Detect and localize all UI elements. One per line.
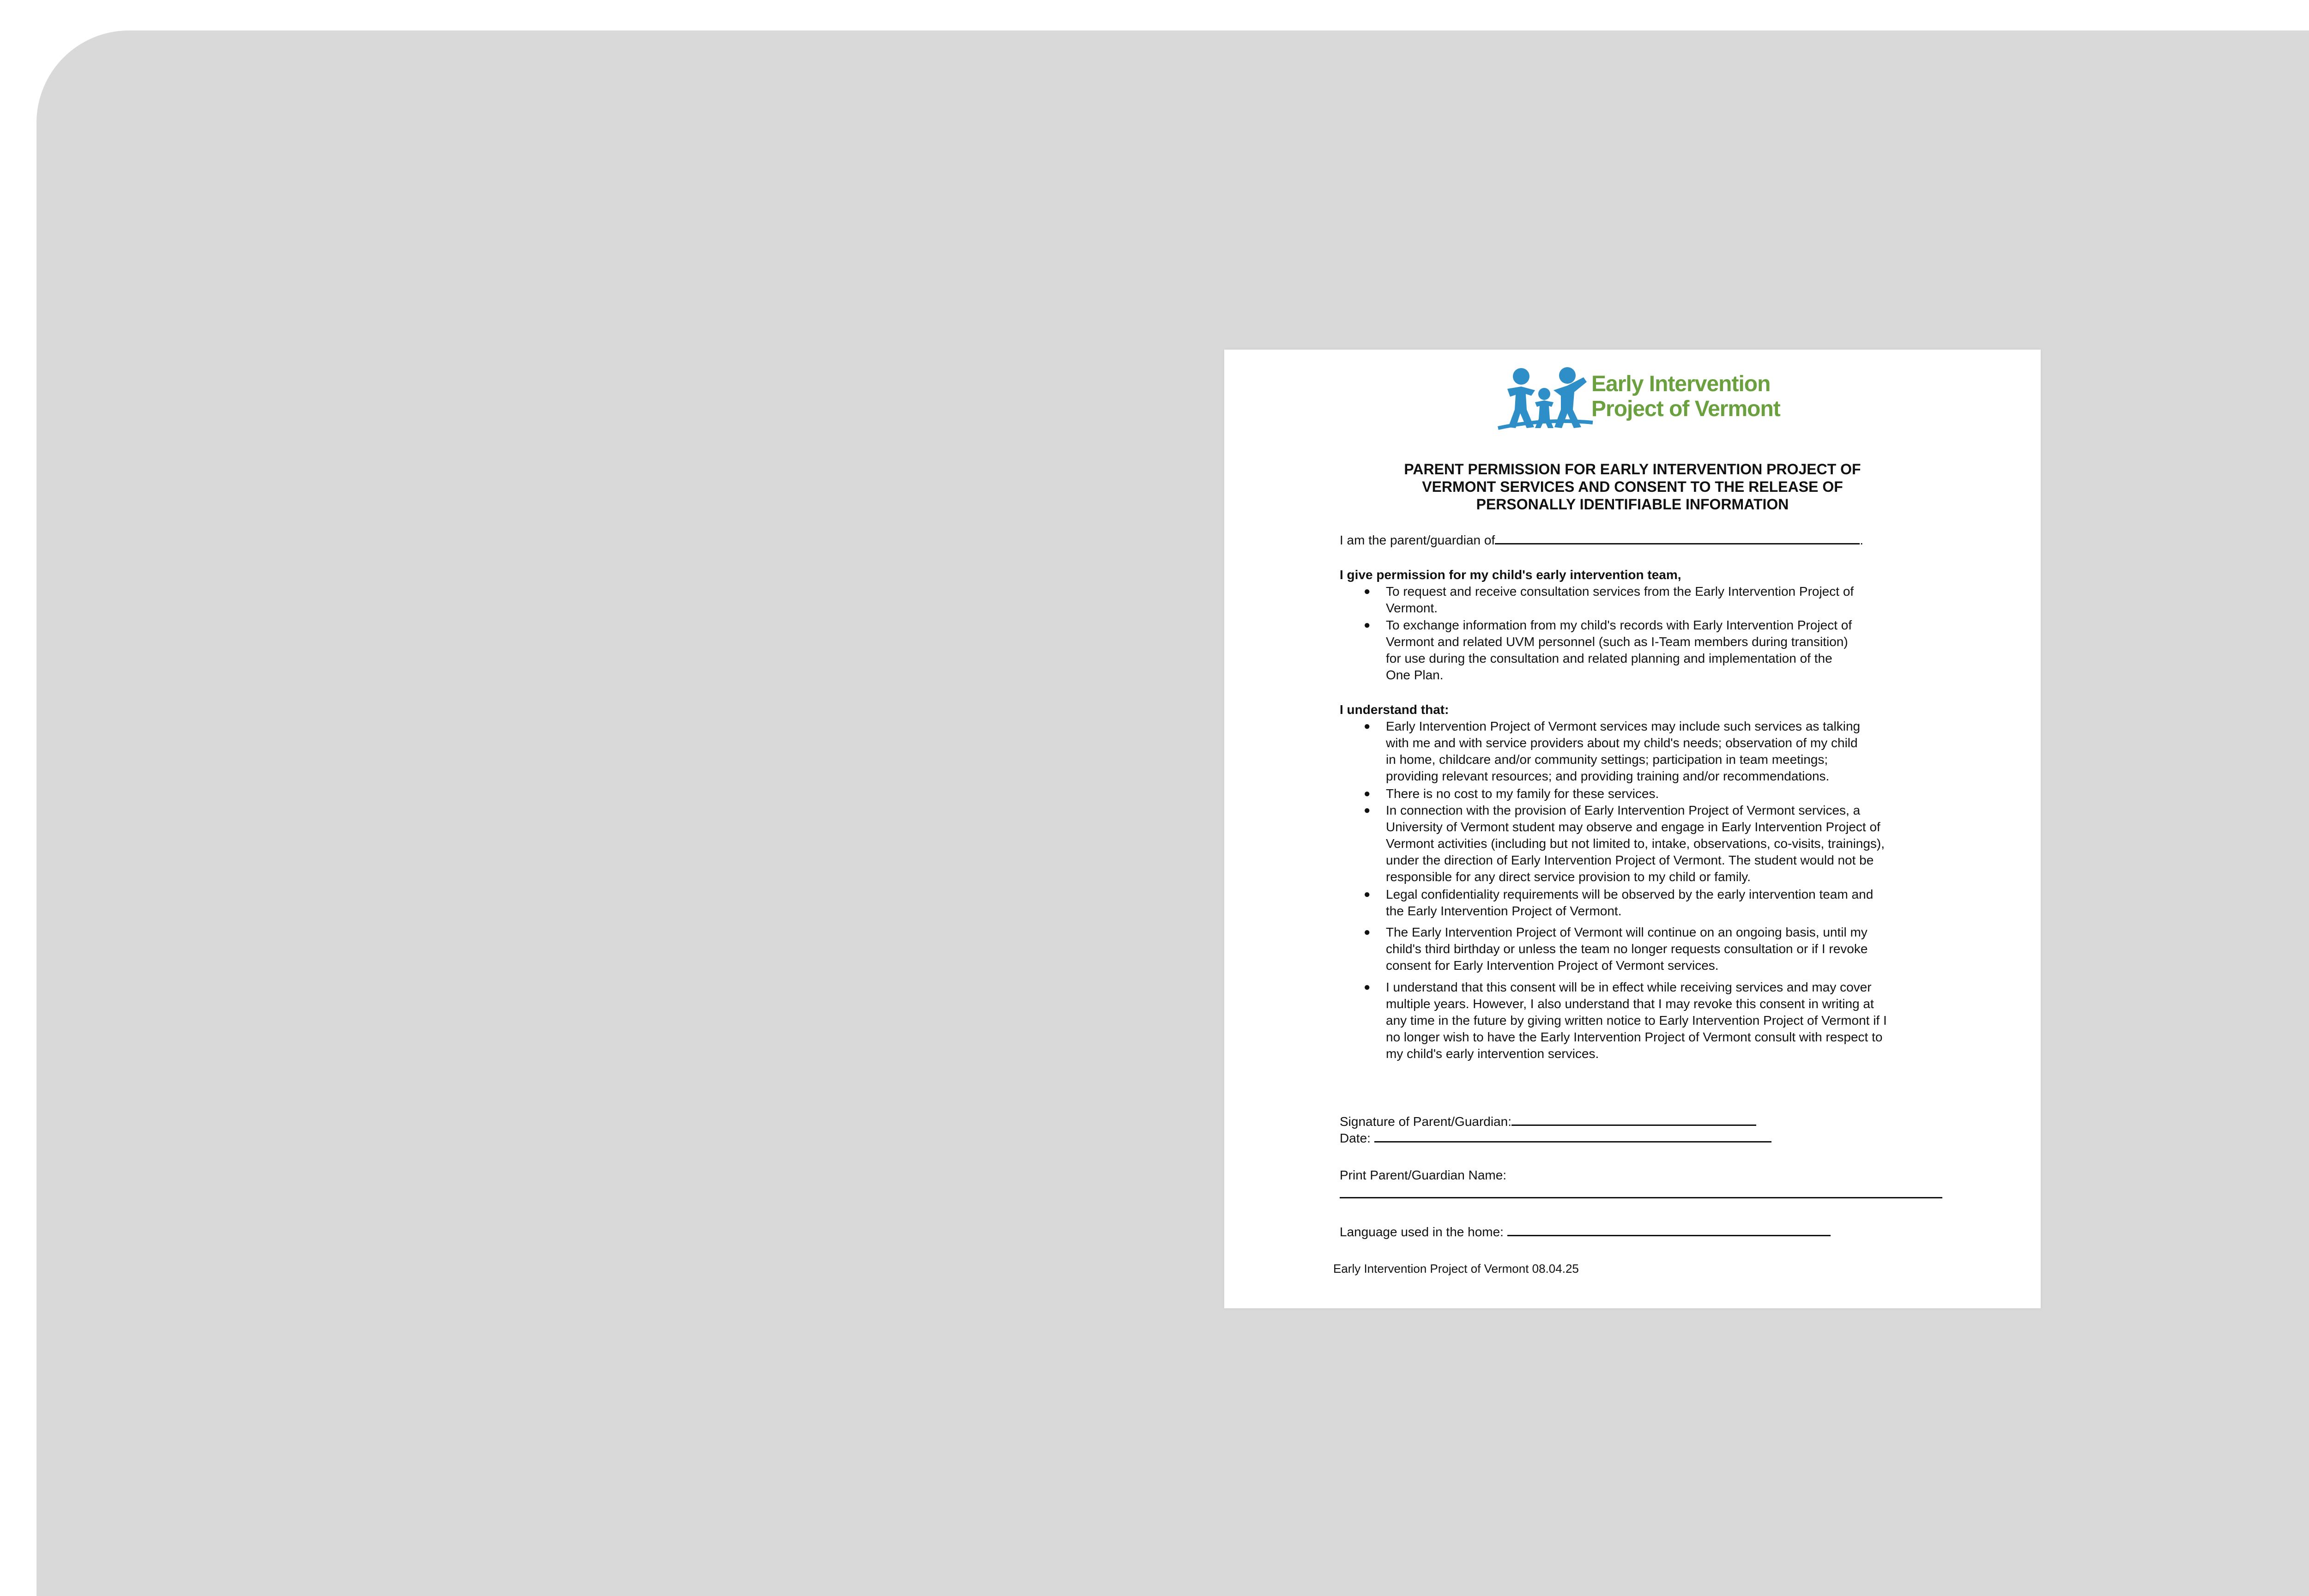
logo xyxy=(1493,363,1789,433)
bullet-line: University of Vermont student may observe and engage in Early Intervention Project of xyxy=(1386,820,1880,834)
parent-of-line xyxy=(1340,532,1863,549)
bullet-line: In connection with the provision of Early Intervention Project of Vermont services, a xyxy=(1386,803,1861,817)
bullet-line: Vermont and related UVM personnel (such as I-Team members during transition) xyxy=(1386,635,1848,649)
language-blank[interactable] xyxy=(1507,1235,1831,1236)
bullet-line: There is no cost to my family for these services. xyxy=(1386,786,1659,801)
bullet-line: providing relevant resources; and providing training and/or recommendations. xyxy=(1386,769,1830,783)
signature-blank[interactable] xyxy=(1511,1124,1756,1126)
signature-line xyxy=(1340,1113,1756,1130)
bullet-line: I understand that this consent will be in effect while receiving services and may cover xyxy=(1386,980,1872,994)
bullet-line: To request and receive consultation services from the Early Intervention Project of xyxy=(1386,584,1854,598)
bullet-line: the Early Intervention Project of Vermont. xyxy=(1386,904,1622,918)
bullet-line: Legal confidentiality requirements will be observed by the early intervention team and xyxy=(1386,887,1874,901)
bullet-line: under the direction of Early Intervention Project of Vermont. The student would not be xyxy=(1386,853,1874,867)
bullet-dot: ● xyxy=(1364,981,1371,993)
date-line xyxy=(1340,1130,1771,1147)
bullet-dot: ● xyxy=(1364,619,1371,631)
bullet-dot: ● xyxy=(1364,926,1371,938)
bullet-line: Vermont. xyxy=(1386,601,1438,615)
bullet-dot: ● xyxy=(1364,585,1371,598)
bullet-dot: ● xyxy=(1364,888,1371,901)
parent-of-label: I am the parent/guardian of xyxy=(1340,533,1495,547)
bullet-line: any time in the future by giving written notice to Early Intervention Project of Vermont if I xyxy=(1386,1013,1887,1028)
child-name-blank[interactable] xyxy=(1495,543,1860,544)
title-line-2: VERMONT SERVICES AND CONSENT TO THE RELEASE OF xyxy=(1422,478,1843,495)
signature-label: Signature of Parent/Guardian: xyxy=(1340,1114,1512,1129)
document-title xyxy=(1224,460,2041,513)
bullet-line: child's third birthday or unless the team no longer requests consultation or if I revoke xyxy=(1386,942,1868,956)
logo-line-1: Early Intervention xyxy=(1591,372,1771,396)
date-label: Date: xyxy=(1340,1131,1371,1145)
bullet-line: for use during the consultation and related planning and implementation of the xyxy=(1386,651,1832,665)
bullet-line: no longer wish to have the Early Intervention Project of Vermont consult with respect to xyxy=(1386,1030,1883,1044)
bullet-line: Early Intervention Project of Vermont services may include such services as talking xyxy=(1386,719,1861,733)
bullet-line: One Plan. xyxy=(1386,668,1444,682)
language-label: Language used in the home: xyxy=(1340,1225,1504,1239)
bullet-line: To exchange information from my child's records with Early Intervention Project of xyxy=(1386,618,1852,632)
bullet-line: consent for Early Intervention Project of Vermont services. xyxy=(1386,958,1719,973)
document-viewer[interactable] xyxy=(36,30,2309,1596)
print-name-label: Print Parent/Guardian Name: xyxy=(1340,1168,1507,1182)
date-blank[interactable] xyxy=(1374,1141,1771,1143)
understand-heading: I understand that: xyxy=(1340,702,1449,717)
language-line xyxy=(1340,1224,1831,1240)
bullet-line: multiple years. However, I also understand that I may revoke this consent in writing at xyxy=(1386,997,1874,1011)
logo-wordmark xyxy=(1591,372,1780,422)
title-line-1: PARENT PERMISSION FOR EARLY INTERVENTION PROJECT OF xyxy=(1404,461,1861,478)
page-footer: Early Intervention Project of Vermont 08.04.25 xyxy=(1333,1262,1579,1276)
bullet-dot: ● xyxy=(1364,720,1371,732)
print-name-blank[interactable] xyxy=(1340,1197,1942,1198)
bullet-line: The Early Intervention Project of Vermont will continue on an ongoing basis, until my xyxy=(1386,925,1868,939)
bullet-dot: ● xyxy=(1364,804,1371,816)
document-page xyxy=(1224,350,2041,1308)
family-figures-logo xyxy=(1493,363,1595,433)
title-line-3: PERSONALLY IDENTIFIABLE INFORMATION xyxy=(1476,496,1789,513)
bullet-line: responsible for any direct service provision to my child or family. xyxy=(1386,870,1751,884)
logo-line-2: Project of Vermont xyxy=(1591,397,1780,421)
permission-heading: I give permission for my child's early intervention team, xyxy=(1340,568,1681,582)
bullet-line: Vermont activities (including but not limited to, intake, observations, co-visits, trainings), xyxy=(1386,836,1885,851)
bullet-line: my child's early intervention services. xyxy=(1386,1046,1599,1061)
parent-of-suffix: . xyxy=(1860,533,1863,547)
bullet-line: with me and with service providers about my child's needs; observation of my child xyxy=(1386,736,1858,750)
bullet-dot: ● xyxy=(1364,787,1371,800)
bullet-line: in home, childcare and/or community settings; participation in team meetings; xyxy=(1386,752,1828,767)
